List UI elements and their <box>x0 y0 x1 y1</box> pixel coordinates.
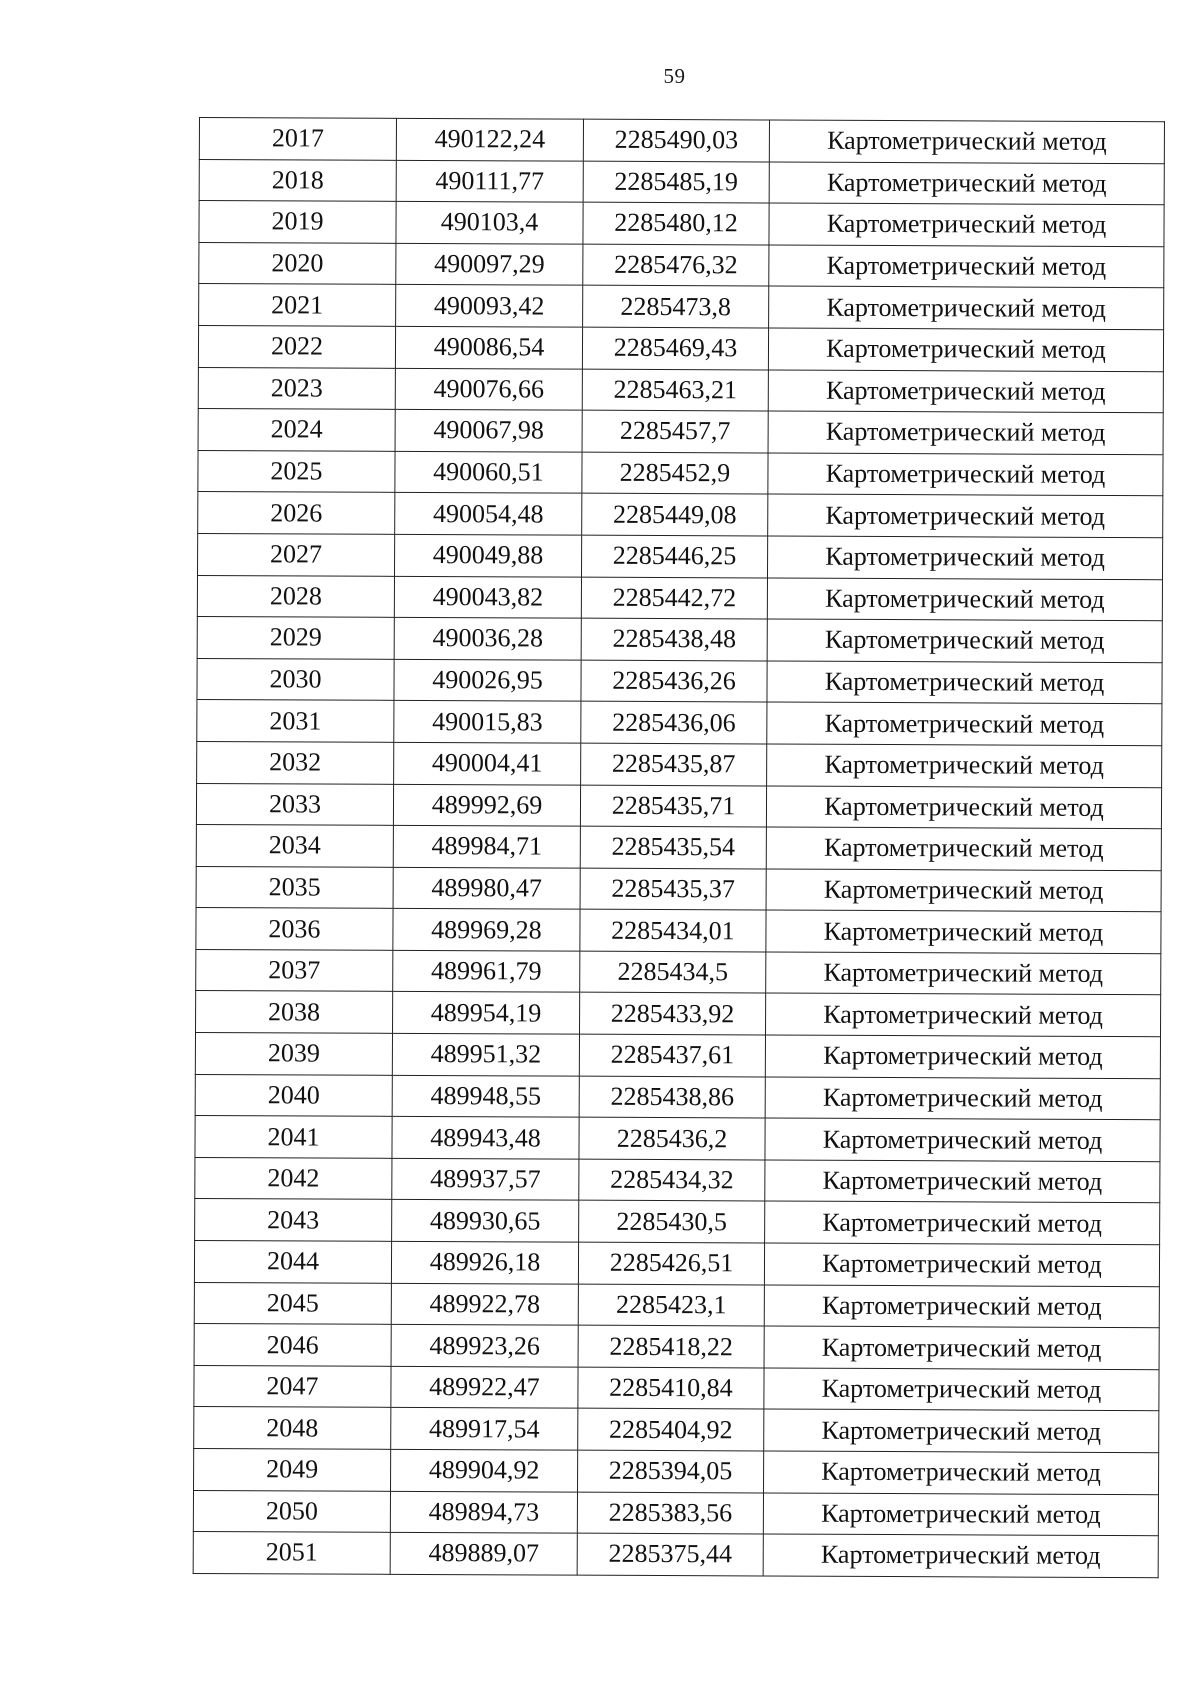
point-number-cell: 2038 <box>196 991 393 1033</box>
x-coordinate-cell: 489954,19 <box>393 992 580 1034</box>
method-cell: Картометрический метод <box>764 1409 1159 1452</box>
point-number-cell: 2046 <box>194 1324 391 1366</box>
point-number-cell: 2036 <box>196 908 393 950</box>
point-number-cell: 2025 <box>198 450 395 492</box>
y-coordinate-cell: 2285442,72 <box>581 577 767 619</box>
table-row <box>196 908 1161 954</box>
table-row <box>196 825 1161 871</box>
point-number-cell: 2040 <box>195 1074 392 1116</box>
x-coordinate-cell: 489889,07 <box>390 1533 577 1575</box>
table-row <box>199 118 1164 164</box>
x-coordinate-cell: 490043,82 <box>394 576 581 618</box>
point-number-cell: 2018 <box>199 159 396 201</box>
method-cell: Картометрический метод <box>769 245 1164 288</box>
y-coordinate-cell: 2285375,44 <box>577 1533 763 1575</box>
point-number-cell: 2051 <box>193 1532 390 1574</box>
method-cell: Картометрический метод <box>767 536 1162 579</box>
table-row <box>198 533 1163 579</box>
y-coordinate-cell: 2285426,51 <box>578 1242 764 1284</box>
x-coordinate-cell: 490111,77 <box>396 160 583 202</box>
table-row <box>198 367 1163 413</box>
x-coordinate-cell: 490054,48 <box>395 493 582 535</box>
table-row <box>194 1282 1159 1328</box>
x-coordinate-cell: 490036,28 <box>394 617 581 659</box>
y-coordinate-cell: 2285434,5 <box>580 951 766 993</box>
table-row <box>194 1448 1159 1494</box>
x-coordinate-cell: 489969,28 <box>393 909 580 951</box>
point-number-cell: 2030 <box>197 658 394 700</box>
method-cell: Картометрический метод <box>766 952 1161 995</box>
x-coordinate-cell: 490004,41 <box>394 742 581 784</box>
table-row <box>198 325 1163 371</box>
y-coordinate-cell: 2285435,54 <box>580 826 766 868</box>
method-cell: Картометрический метод <box>767 702 1162 745</box>
table-row <box>195 1033 1160 1079</box>
y-coordinate-cell: 2285410,84 <box>578 1367 764 1409</box>
table-row <box>199 159 1164 205</box>
y-coordinate-cell: 2285404,92 <box>578 1409 764 1451</box>
table-row <box>197 741 1162 787</box>
y-coordinate-cell: 2285435,71 <box>580 785 766 827</box>
point-number-cell: 2041 <box>195 1116 392 1158</box>
method-cell: Картометрический метод <box>764 1451 1159 1494</box>
table-row <box>194 1365 1159 1411</box>
table-row <box>193 1490 1158 1536</box>
point-number-cell: 2022 <box>198 325 395 367</box>
x-coordinate-cell: 489943,48 <box>392 1117 579 1159</box>
method-cell: Картометрический метод <box>766 910 1161 953</box>
y-coordinate-cell: 2285457,7 <box>582 410 768 452</box>
coordinates-table <box>193 117 1165 1578</box>
method-cell: Картометрический метод <box>768 328 1163 371</box>
page-number: 59 <box>663 64 686 88</box>
table-body <box>193 118 1164 1578</box>
point-number-cell: 2027 <box>198 533 395 575</box>
x-coordinate-cell: 490076,66 <box>395 368 582 410</box>
y-coordinate-cell: 2285480,12 <box>583 202 769 244</box>
method-cell: Картометрический метод <box>765 1201 1160 1244</box>
table-row <box>193 1532 1158 1578</box>
point-number-cell: 2032 <box>197 741 394 783</box>
point-number-cell: 2042 <box>195 1157 392 1199</box>
method-cell: Картометрический метод <box>763 1493 1158 1536</box>
method-cell: Картометрический метод <box>766 785 1161 828</box>
point-number-cell: 2019 <box>199 201 396 243</box>
table-row <box>197 658 1162 704</box>
method-cell: Картометрический метод <box>766 827 1161 870</box>
y-coordinate-cell: 2285452,9 <box>582 452 768 494</box>
y-coordinate-cell: 2285423,1 <box>578 1284 764 1326</box>
x-coordinate-cell: 489894,73 <box>390 1491 577 1533</box>
y-coordinate-cell: 2285485,19 <box>583 161 769 203</box>
x-coordinate-cell: 490060,51 <box>395 451 582 493</box>
point-number-cell: 2047 <box>194 1365 391 1407</box>
table-row <box>195 1116 1160 1162</box>
point-number-cell: 2039 <box>195 1033 392 1075</box>
y-coordinate-cell: 2285430,5 <box>579 1201 765 1243</box>
method-cell: Картометрический метод <box>768 411 1163 454</box>
y-coordinate-cell: 2285434,01 <box>580 909 766 951</box>
x-coordinate-cell: 489923,26 <box>391 1325 578 1367</box>
table-row <box>197 700 1162 746</box>
x-coordinate-cell: 490049,88 <box>394 534 581 576</box>
point-number-cell: 2034 <box>196 825 393 867</box>
method-cell: Картометрический метод <box>769 203 1164 246</box>
point-number-cell: 2049 <box>194 1448 391 1490</box>
method-cell: Картометрический метод <box>767 661 1162 704</box>
y-coordinate-cell: 2285449,08 <box>582 494 768 536</box>
method-cell: Картометрический метод <box>763 1534 1158 1577</box>
y-coordinate-cell: 2285435,37 <box>580 868 766 910</box>
table-row <box>199 242 1164 288</box>
point-number-cell: 2021 <box>199 284 396 326</box>
x-coordinate-cell: 489937,57 <box>392 1158 579 1200</box>
y-coordinate-cell: 2285438,48 <box>581 618 767 660</box>
y-coordinate-cell: 2285473,8 <box>583 286 769 328</box>
x-coordinate-cell: 489917,54 <box>391 1408 578 1450</box>
method-cell: Картометрический метод <box>765 1035 1160 1078</box>
method-cell: Картометрический метод <box>767 744 1162 787</box>
y-coordinate-cell: 2285476,32 <box>583 244 769 286</box>
method-cell: Картометрический метод <box>765 993 1160 1036</box>
y-coordinate-cell: 2285433,92 <box>580 993 766 1035</box>
x-coordinate-cell: 489984,71 <box>393 825 580 867</box>
table-row <box>198 450 1163 496</box>
y-coordinate-cell: 2285436,2 <box>579 1117 765 1159</box>
x-coordinate-cell: 490122,24 <box>396 118 583 160</box>
table-row <box>197 575 1162 621</box>
table-row <box>195 1199 1160 1245</box>
y-coordinate-cell: 2285383,56 <box>577 1492 763 1534</box>
x-coordinate-cell: 489992,69 <box>393 784 580 826</box>
y-coordinate-cell: 2285418,22 <box>578 1325 764 1367</box>
table-row <box>194 1407 1159 1453</box>
method-cell: Картометрический метод <box>768 370 1163 413</box>
x-coordinate-cell: 490026,95 <box>394 659 581 701</box>
x-coordinate-cell: 489926,18 <box>391 1241 578 1283</box>
table-row <box>199 201 1164 247</box>
table-row <box>197 617 1162 663</box>
y-coordinate-cell: 2285435,87 <box>581 743 767 785</box>
method-cell: Картометрический метод <box>769 286 1164 329</box>
point-number-cell: 2017 <box>199 118 396 160</box>
method-cell: Картометрический метод <box>764 1243 1159 1286</box>
y-coordinate-cell: 2285434,32 <box>579 1159 765 1201</box>
x-coordinate-cell: 489961,79 <box>393 950 580 992</box>
coordinates-table-wrapper <box>193 117 1165 1578</box>
x-coordinate-cell: 490093,42 <box>396 285 583 327</box>
y-coordinate-cell: 2285436,06 <box>581 701 767 743</box>
x-coordinate-cell: 489922,47 <box>391 1366 578 1408</box>
point-number-cell: 2048 <box>194 1407 391 1449</box>
method-cell: Картометрический метод <box>764 1285 1159 1328</box>
method-cell: Картометрический метод <box>767 578 1162 621</box>
point-number-cell: 2050 <box>193 1490 390 1532</box>
method-cell: Картометрический метод <box>764 1326 1159 1369</box>
table-row <box>199 284 1164 330</box>
point-number-cell: 2023 <box>198 367 395 409</box>
method-cell: Картометрический метод <box>765 1160 1160 1203</box>
point-number-cell: 2045 <box>194 1282 391 1324</box>
point-number-cell: 2033 <box>196 783 393 825</box>
x-coordinate-cell: 489948,55 <box>392 1075 579 1117</box>
y-coordinate-cell: 2285394,05 <box>578 1450 764 1492</box>
x-coordinate-cell: 489904,92 <box>391 1449 578 1491</box>
method-cell: Картометрический метод <box>764 1368 1159 1411</box>
method-cell: Картометрический метод <box>766 869 1161 912</box>
point-number-cell: 2037 <box>196 949 393 991</box>
x-coordinate-cell: 489922,78 <box>391 1283 578 1325</box>
point-number-cell: 2035 <box>196 866 393 908</box>
point-number-cell: 2026 <box>198 492 395 534</box>
y-coordinate-cell: 2285437,61 <box>579 1034 765 1076</box>
method-cell: Картометрический метод <box>765 1118 1160 1161</box>
table-row <box>195 1074 1160 1120</box>
method-cell: Картометрический метод <box>769 120 1164 163</box>
y-coordinate-cell: 2285446,25 <box>581 535 767 577</box>
method-cell: Картометрический метод <box>769 162 1164 205</box>
y-coordinate-cell: 2285463,21 <box>582 369 768 411</box>
point-number-cell: 2028 <box>197 575 394 617</box>
table-row <box>194 1241 1159 1287</box>
table-row <box>198 492 1163 538</box>
table-row <box>196 949 1161 995</box>
x-coordinate-cell: 490097,29 <box>396 243 583 285</box>
y-coordinate-cell: 2285438,86 <box>579 1076 765 1118</box>
x-coordinate-cell: 490015,83 <box>394 701 581 743</box>
table-row <box>196 991 1161 1037</box>
table-row <box>196 783 1161 829</box>
x-coordinate-cell: 490103,4 <box>396 202 583 244</box>
table-row <box>194 1324 1159 1370</box>
method-cell: Картометрический метод <box>768 453 1163 496</box>
y-coordinate-cell: 2285490,03 <box>583 119 769 161</box>
point-number-cell: 2020 <box>199 242 396 284</box>
table-row <box>195 1157 1160 1203</box>
method-cell: Картометрический метод <box>768 494 1163 537</box>
table-row <box>198 409 1163 455</box>
x-coordinate-cell: 489980,47 <box>393 867 580 909</box>
point-number-cell: 2024 <box>198 409 395 451</box>
y-coordinate-cell: 2285469,43 <box>582 327 768 369</box>
x-coordinate-cell: 490086,54 <box>395 326 582 368</box>
method-cell: Картометрический метод <box>765 1077 1160 1120</box>
x-coordinate-cell: 490067,98 <box>395 410 582 452</box>
point-number-cell: 2031 <box>197 700 394 742</box>
point-number-cell: 2043 <box>195 1199 392 1241</box>
x-coordinate-cell: 489951,32 <box>392 1033 579 1075</box>
point-number-cell: 2029 <box>197 617 394 659</box>
table-row <box>196 866 1161 912</box>
x-coordinate-cell: 489930,65 <box>392 1200 579 1242</box>
method-cell: Картометрический метод <box>767 619 1162 662</box>
y-coordinate-cell: 2285436,26 <box>581 660 767 702</box>
point-number-cell: 2044 <box>194 1241 391 1283</box>
